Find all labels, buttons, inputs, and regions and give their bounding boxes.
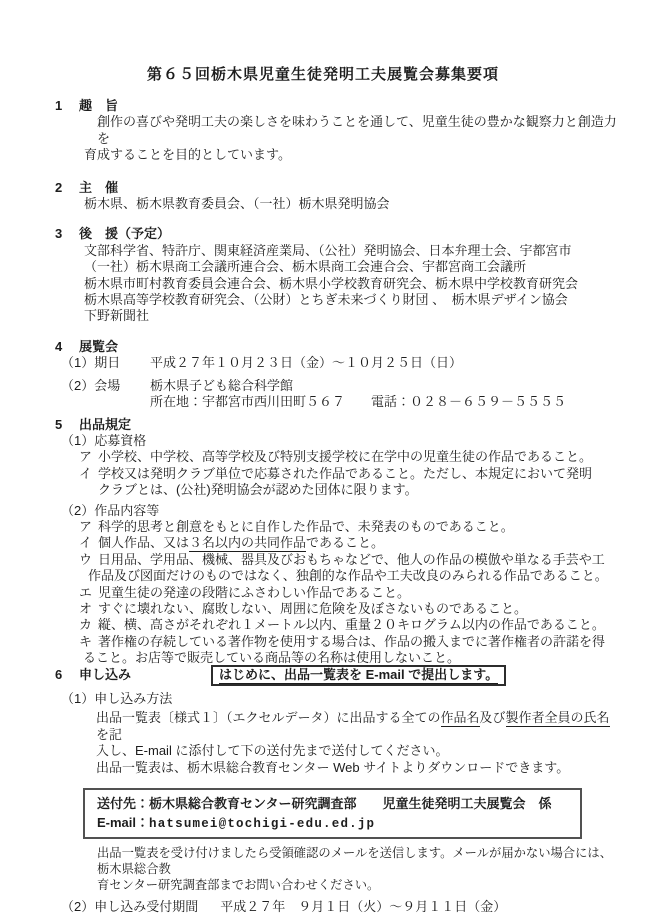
application-paragraph-line bbox=[96, 710, 620, 743]
application-paragraph-line: 入し、E-mail に添付して下の送付先まで送付してください。 bbox=[96, 743, 449, 759]
document-content bbox=[0, 84, 646, 914]
supporters-line: （一社）栃木県商工会議所連合会、栃木県商工会連合会、宇都宮商工会議所 bbox=[84, 259, 527, 275]
venue-address: 所在地：宇都宮市西川田町５６７ bbox=[150, 394, 346, 410]
section-heading-label: 主 催 bbox=[79, 179, 119, 195]
item-text: 小学校、中学校、高等学校及び特別支援学校に在学中の児童生徒の作品であること。 bbox=[98, 449, 593, 465]
section-heading-label: 趣 旨 bbox=[79, 98, 119, 113]
section-heading bbox=[55, 339, 620, 355]
section-number: 2 bbox=[55, 179, 63, 195]
item-text: 児童生徒の発達の段階にふさわしい作品であること。 bbox=[98, 584, 411, 600]
item-text bbox=[98, 535, 620, 551]
item-marker: イ bbox=[79, 465, 93, 481]
item-marker: ウ bbox=[79, 551, 93, 567]
application-period-label: （2）申し込み受付期間 bbox=[61, 899, 199, 914]
submission-email-line bbox=[97, 814, 570, 834]
section-number: 3 bbox=[55, 226, 63, 242]
notice-text: はじめに、出品一覧表を E-mail で提出します。 bbox=[219, 666, 499, 682]
item-marker: エ bbox=[79, 584, 93, 600]
supporters-line: 栃木県市町村教育委員会連合会、栃木県小学校教育研究会、栃木県中学校教育研究会 bbox=[84, 275, 579, 291]
item-text: 学校又は発明クラブ単位で応募された作品であること。ただし、本規定において発明 bbox=[98, 465, 593, 481]
exhibition-date-row bbox=[61, 355, 620, 371]
email-address: hatsumei@tochigi-edu.ed.jp bbox=[149, 816, 376, 831]
item-text: 縦、横、高さがそれぞれ１メートル以内、重量２０キログラム以内の作品であること。 bbox=[98, 617, 605, 633]
date-label: （1）期日 bbox=[61, 355, 121, 371]
submission-address-line: 送付先：栃木県総合教育センター研究調査部 児童生徒発明工夫展覧会 係 bbox=[97, 796, 552, 812]
date-value: 平成２７年１０月２３日（金）～１０月２５日（日） bbox=[150, 355, 463, 371]
section-number: 1 bbox=[55, 98, 63, 113]
supporters-line: 下野新聞社 bbox=[84, 308, 150, 324]
confirmation-note-line: 育センター研究調査部までお問い合わせください。 bbox=[97, 878, 380, 893]
section-application bbox=[55, 667, 620, 914]
application-period-row bbox=[61, 899, 620, 914]
venue-phone: 電話：０２８－６５９－５５５５ bbox=[371, 394, 567, 410]
email-label: E-mail： bbox=[97, 814, 150, 830]
item-text-continuation: 作品及び図面だけのものではなく、独創的な作品や工夫改良のみられる作品であること。 bbox=[88, 568, 608, 584]
item-marker: ア bbox=[79, 518, 93, 534]
list-item bbox=[79, 585, 620, 601]
list-item bbox=[79, 466, 620, 482]
supporters-line: 栃木県高等学校教育研究会、（公財）とちぎ未来づくり財団 、 栃木県デザイン協会 bbox=[84, 292, 568, 308]
application-paragraph-line: 出品一覧表は、栃木県総合教育センター Web サイトよりダウンロードできます。 bbox=[96, 759, 570, 775]
paragraph-segment: を記 bbox=[96, 726, 123, 742]
section-purpose bbox=[55, 98, 620, 164]
section-supporters bbox=[55, 226, 620, 324]
section-heading bbox=[55, 180, 620, 196]
item-marker: オ bbox=[79, 600, 93, 616]
application-period-value: 平成２７年 ９月１日（火）～９月１１日（金） bbox=[220, 899, 520, 914]
item-marker: カ bbox=[79, 617, 93, 633]
subsection-eligibility: （1）応募資格 bbox=[61, 432, 147, 448]
section-heading bbox=[55, 226, 620, 242]
submission-address-box bbox=[83, 788, 582, 839]
underlined-text: 製作者全員の氏名 bbox=[505, 710, 610, 726]
list-item bbox=[79, 617, 620, 633]
supporters-line: 文部科学省、特許庁、関東経済産業局、（公社）発明協会、日本弁理士会、宇都宮市 bbox=[84, 242, 572, 258]
section-heading bbox=[55, 667, 620, 688]
list-item bbox=[79, 634, 620, 650]
section-entry-rules bbox=[55, 417, 620, 667]
item-text-continuation: ること。お店等で販売している商品等の名称は使用しないこと。 bbox=[83, 650, 461, 666]
paragraph-segment: 出品一覧表〔様式１〕（エクセルデータ）に出品する全ての bbox=[96, 710, 441, 726]
venue-address-row bbox=[150, 394, 620, 410]
paragraph-segment: 及び bbox=[479, 710, 506, 726]
purpose-text-line: 育成することを目的としています。 bbox=[84, 147, 291, 163]
item-marker: ア bbox=[79, 449, 93, 465]
list-item bbox=[79, 519, 620, 535]
subsection-work-content: （2）作品内容等 bbox=[61, 502, 160, 518]
item-text: 科学的思考と創意をもとに自作した作品で、未発表のものであること。 bbox=[98, 518, 514, 534]
section-number: 4 bbox=[55, 338, 63, 354]
item-text-segment: であること。 bbox=[306, 535, 385, 551]
section-heading bbox=[55, 417, 620, 433]
list-item bbox=[79, 601, 620, 617]
subsection-application-method: （1）申し込み方法 bbox=[61, 691, 173, 706]
section-heading-label: 展覧会 bbox=[79, 338, 119, 354]
underlined-text: 作品名 bbox=[440, 710, 480, 726]
section-exhibition bbox=[55, 339, 620, 411]
section-heading bbox=[55, 98, 620, 114]
section-heading-label: 後 援（予定） bbox=[79, 226, 171, 242]
page-title: 第６５回栃木県児童生徒発明工夫展覧会募集要項 bbox=[146, 66, 499, 83]
list-item bbox=[79, 535, 620, 551]
section-heading-label: 出品規定 bbox=[79, 416, 132, 432]
item-marker: イ bbox=[79, 535, 93, 551]
exhibition-venue-row bbox=[61, 378, 620, 394]
confirmation-note-line: 出品一覧表を受け付けましたら受領確認のメールを送信します。メールが届かない場合には、栃木県総合教 bbox=[97, 846, 612, 877]
venue-label: （2）会場 bbox=[61, 377, 121, 393]
section-heading-label: 申し込み bbox=[79, 666, 132, 682]
section-organizer bbox=[55, 180, 620, 213]
list-item bbox=[79, 449, 620, 465]
list-item bbox=[79, 552, 620, 568]
organizer-text: 栃木県、栃木県教育委員会、（一社）栃木県発明協会 bbox=[84, 196, 390, 212]
section-number: 6 bbox=[55, 666, 63, 682]
purpose-text-line: 創作の喜びや発明工夫の楽しさを味わうことを通して、児童生徒の豊かな観察力と創造力を bbox=[97, 114, 617, 146]
item-text-segment: 個人作品、又は bbox=[98, 535, 190, 551]
item-text: 著作権の存続している著作物を使用する場合は、作品の搬入までに著作権者の許諾を得 bbox=[98, 633, 606, 649]
item-text: すぐに壊れない、腐敗しない、周囲に危険を及ぼさないものであること。 bbox=[98, 600, 528, 616]
venue-value: 栃木県子ども総合科学館 bbox=[150, 377, 294, 393]
section-number: 5 bbox=[55, 416, 63, 432]
item-text: 日用品、学用品、機械、器具及びおもちゃなどで、他人の作品の模倣や単なる手芸や工 bbox=[98, 551, 605, 567]
item-marker: キ bbox=[79, 633, 93, 649]
underlined-text: ３名以内の共同作品 bbox=[189, 535, 307, 551]
notice-box bbox=[211, 665, 506, 686]
item-text-continuation: クラブとは、(公社)発明協会が認めた団体に限ります。 bbox=[98, 482, 418, 498]
